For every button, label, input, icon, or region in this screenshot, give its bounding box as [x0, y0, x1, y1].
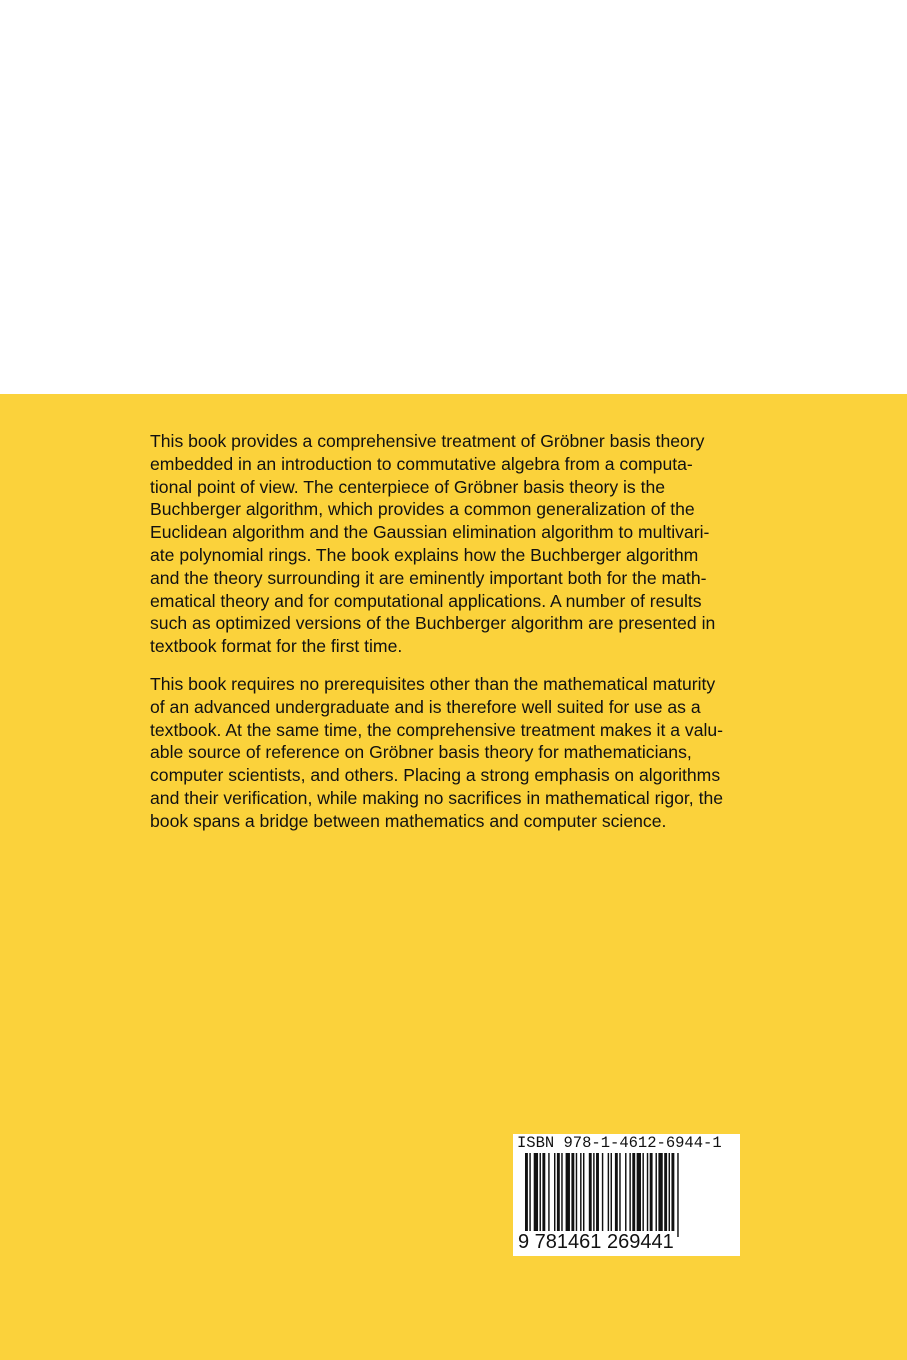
barcode-bar	[576, 1153, 577, 1231]
barcode-bar	[561, 1153, 562, 1231]
barcode-bar	[677, 1153, 678, 1237]
barcode-bar	[650, 1153, 653, 1231]
barcode-bar	[615, 1153, 618, 1231]
barcode-bar	[596, 1153, 599, 1231]
barcode-bar	[571, 1153, 574, 1231]
barcode-bar	[611, 1153, 612, 1231]
barcode-bar	[580, 1153, 581, 1231]
barcode-bar	[671, 1153, 674, 1231]
isbn-label: ISBN 978-1-4612-6944-1	[517, 1134, 722, 1152]
ean-digits	[517, 1231, 739, 1254]
barcode-bar	[589, 1153, 592, 1231]
barcode-bar	[557, 1153, 560, 1231]
barcode-bar	[619, 1153, 620, 1231]
blurb-paragraph-1: This book provides a comprehensive treatment of Gröbner basis theory embedded in an introduction to commutative algebra from a computa- tional point of view. The centerpiece of Gröbner basis theory is the Buchberger algorithm, which provides a common generalization of the Euclidean algorithm and the Gaussian elimination algorithm to multivari- ate polynomial rings. The book explains how the Buchberger algorithm and the theory surrounding it are eminently important both for the math- ematical theory and for computational applications. A number of results such as optimized versions of the Buchberger algorithm are presented in textbook format for the first time.	[150, 431, 716, 657]
top-blank-area	[0, 0, 907, 394]
ean-digits-text: 9 781461 269441	[518, 1231, 674, 1253]
barcode-bar	[647, 1153, 648, 1231]
barcode-bar	[658, 1153, 662, 1231]
barcode-bar	[554, 1153, 555, 1231]
barcode-bar	[669, 1153, 670, 1231]
barcode-bar	[608, 1153, 609, 1231]
barcode-bar	[664, 1153, 667, 1231]
barcode-bar	[656, 1153, 657, 1231]
barcode-bar	[625, 1153, 626, 1231]
barcode-bar	[548, 1153, 549, 1231]
barcode-bars	[513, 1153, 740, 1237]
isbn-barcode	[513, 1134, 740, 1256]
barcode-bar	[593, 1153, 594, 1231]
barcode-bar	[602, 1153, 603, 1231]
barcode-bar	[637, 1153, 641, 1231]
barcode-bar	[642, 1153, 643, 1231]
barcode-bar	[632, 1153, 635, 1231]
barcode-bar	[529, 1153, 530, 1237]
barcode-bar	[525, 1153, 528, 1237]
barcode-bar	[583, 1153, 584, 1231]
blurb-text	[150, 430, 742, 848]
barcode-bar	[566, 1153, 570, 1231]
blurb-paragraph-2: This book requires no prerequisites other than the mathematical maturity of an advanced undergraduate and is therefore well suited for use as a textbook. At the same time, the comprehensive treatment makes it a valu- able source of reference on Gröbner basis theory for mathematicians, computer scientists, and others. Placing a strong emphasis on algorithms and their verification, while making no sacrifices in mathematical rigor, the book spans a bridge between mathematics and computer science.	[150, 673, 724, 831]
barcode-bar	[534, 1153, 538, 1231]
barcode-bar	[542, 1153, 545, 1231]
barcode-bar	[629, 1153, 630, 1231]
barcode-bar	[540, 1153, 541, 1231]
